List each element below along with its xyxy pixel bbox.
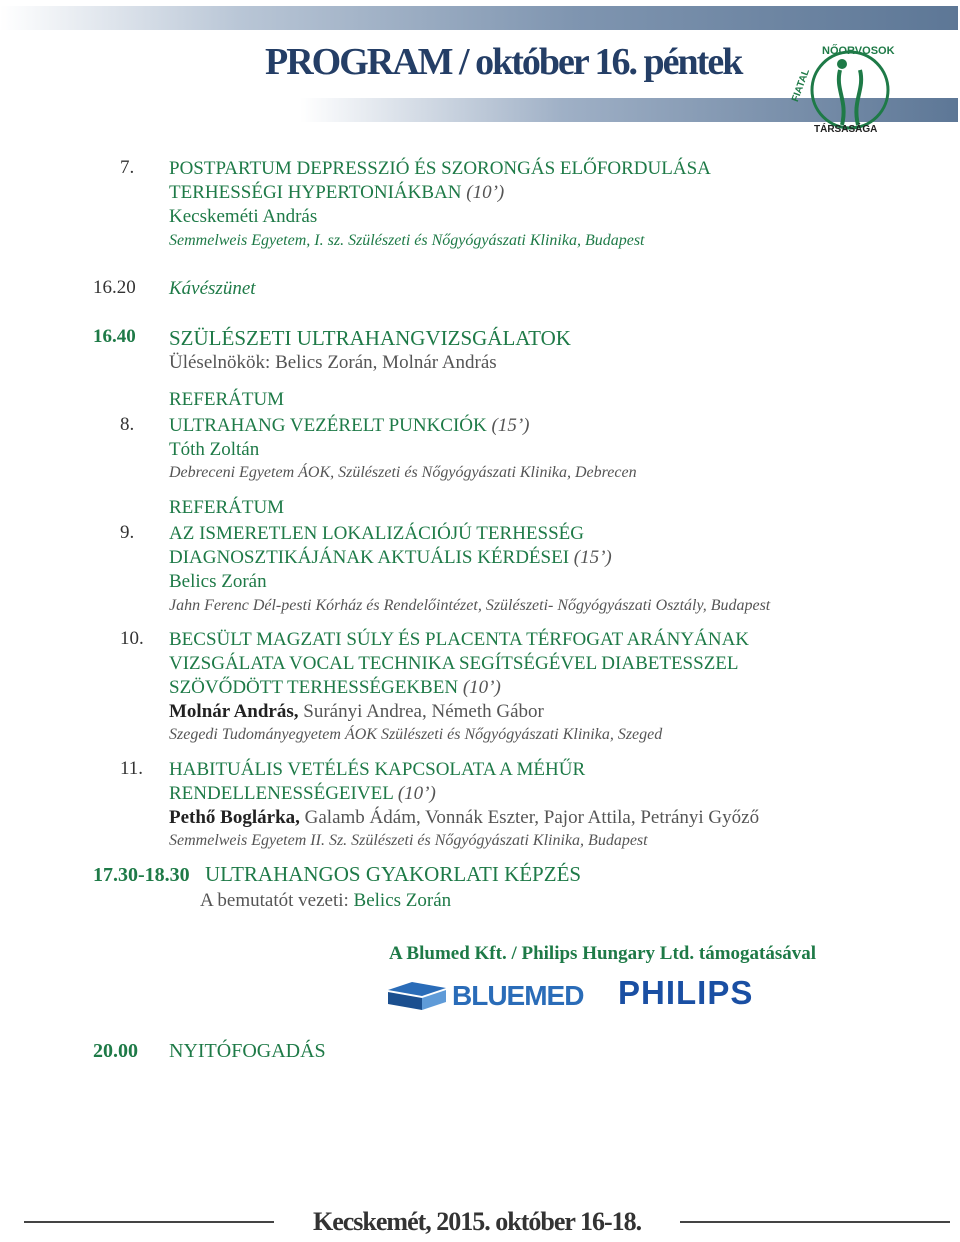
duration: (10’) xyxy=(397,783,436,804)
duration: (10’) xyxy=(466,182,505,203)
time: 17.30-18.30 xyxy=(93,864,190,886)
authors xyxy=(169,806,759,830)
header-bar xyxy=(0,6,958,30)
session-title: SZÜLÉSZETI ULTRAHANGVIZSGÁLATOK xyxy=(169,326,571,350)
item-number: 8. xyxy=(120,414,135,435)
institution: Semmelweis Egyetem, I. sz. Szülészeti és Nőgyógyászati Klinika, Budapest xyxy=(169,232,645,249)
talk-title-line: ULTRAHANG VEZÉRELT PUNKCIÓK xyxy=(169,415,487,436)
lead xyxy=(200,889,451,913)
talk-title-line: AZ ISMERETLEN LOKALIZÁCIÓJÚ TERHESSÉG xyxy=(169,523,584,544)
presenting-author: Molnár András, xyxy=(169,701,299,722)
time: 16.20 xyxy=(93,277,136,298)
duration: (10’) xyxy=(462,677,501,698)
institution: Szegedi Tudományegyetem ÁOK Szülészeti és Nőgyógyászati Klinika, Szeged xyxy=(169,726,663,743)
talk-title xyxy=(169,522,584,546)
authors xyxy=(169,700,544,724)
talk-title-line: POSTPARTUM DEPRESSZIÓ ÉS SZORONGÁS ELŐFORDULÁSA xyxy=(169,158,711,179)
logo-text-left: FIATAL xyxy=(790,67,813,104)
philips-logo: PHILIPS xyxy=(618,974,754,1011)
referatum-label: REFERÁTUM xyxy=(169,389,285,410)
author: Belics Zorán xyxy=(169,571,267,592)
lead-name: Belics Zorán xyxy=(353,890,452,911)
talk-title-line: TERHESSÉGI HYPERTONIÁKBAN xyxy=(169,182,462,203)
referatum-label: REFERÁTUM xyxy=(169,497,285,518)
item-number: 10. xyxy=(120,628,144,649)
bluemed-wordmark: BLUEMED xyxy=(452,980,584,1011)
talk-title-line: BECSÜLT MAGZATI SÚLY ÉS PLACENTA TÉRFOGAT ARÁNYÁNAK xyxy=(169,629,750,650)
footer-rule-right xyxy=(680,1221,950,1223)
chairs-label: Üléselnökök: xyxy=(169,352,271,373)
talk-title-line: SZÖVŐDÖTT TERHESSÉGEKBEN xyxy=(169,677,459,698)
institution: Debreceni Egyetem ÁOK, Szülészeti és Nőgyógyászati Klinika, Debrecen xyxy=(169,464,637,481)
break-label: Kávészünet xyxy=(169,278,256,299)
talk-title-line: VIZSGÁLATA VOCAL TECHNIKA SEGÍTSÉGÉVEL DIABETESSZEL xyxy=(169,653,739,674)
institution: Semmelweis Egyetem II. Sz. Szülészeti és Nőgyógyászati Klinika, Budapest xyxy=(169,832,648,849)
item-number: 9. xyxy=(120,522,135,543)
talk-title xyxy=(169,628,749,652)
talk-title xyxy=(169,181,504,205)
lead-label: A bemutatót vezeti: xyxy=(200,890,349,911)
time: 20.00 xyxy=(93,1040,138,1062)
talk-title-line: RENDELLENESSÉGEIVEL xyxy=(169,783,394,804)
item-number: 11. xyxy=(120,758,144,779)
talk-title xyxy=(169,758,585,782)
talk-title-line: HABITUÁLIS VETÉLÉS KAPCSOLATA A MÉHŰR xyxy=(169,759,586,780)
footer-rule-left xyxy=(24,1221,274,1223)
co-authors: Surányi Andrea, Németh Gábor xyxy=(303,701,544,722)
sponsor-text: A Blumed Kft. / Philips Hungary Ltd. támogatásával xyxy=(389,943,817,964)
page-title: PROGRAM / október 16. péntek xyxy=(265,41,742,83)
item-number: 7. xyxy=(120,157,135,178)
co-authors: Galamb Ádám, Vonnák Eszter, Pajor Attila, Petrányi Győző xyxy=(304,807,760,828)
chairs xyxy=(169,351,497,375)
duration: (15’) xyxy=(573,547,612,568)
logo-text-bottom: TÁRSASÁGA xyxy=(814,124,878,135)
duration: (15’) xyxy=(491,415,530,436)
session-title: ULTRAHANGOS GYAKORLATI KÉPZÉS xyxy=(205,862,582,886)
talk-title xyxy=(169,414,529,438)
talk-title-line: DIAGNOSZTIKÁJÁNAK AKTUÁLIS KÉRDÉSEI xyxy=(169,547,570,568)
talk-title xyxy=(169,546,612,570)
chairs-names: Belics Zorán, Molnár András xyxy=(275,352,497,373)
talk-title xyxy=(169,652,739,676)
reception-label: NYITÓFOGADÁS xyxy=(169,1040,326,1062)
talk-title xyxy=(169,157,711,181)
bluemed-logo xyxy=(388,980,603,1012)
time: 16.40 xyxy=(93,326,136,347)
logo-text-top: NŐORVOSOK xyxy=(822,45,895,57)
author: Tóth Zoltán xyxy=(169,439,260,460)
footer-text: Kecskemét, 2015. október 16-18. xyxy=(313,1207,642,1236)
presenting-author: Pethő Boglárka, xyxy=(169,807,300,828)
institution: Jahn Ferenc Dél-pesti Kórház és Rendelőintézet, Szülészeti- Nőgyógyászati Osztály, Budapest xyxy=(169,597,771,614)
talk-title xyxy=(169,676,501,700)
talk-title xyxy=(169,782,436,806)
author: Kecskeméti András xyxy=(169,206,318,227)
society-logo xyxy=(790,40,900,140)
